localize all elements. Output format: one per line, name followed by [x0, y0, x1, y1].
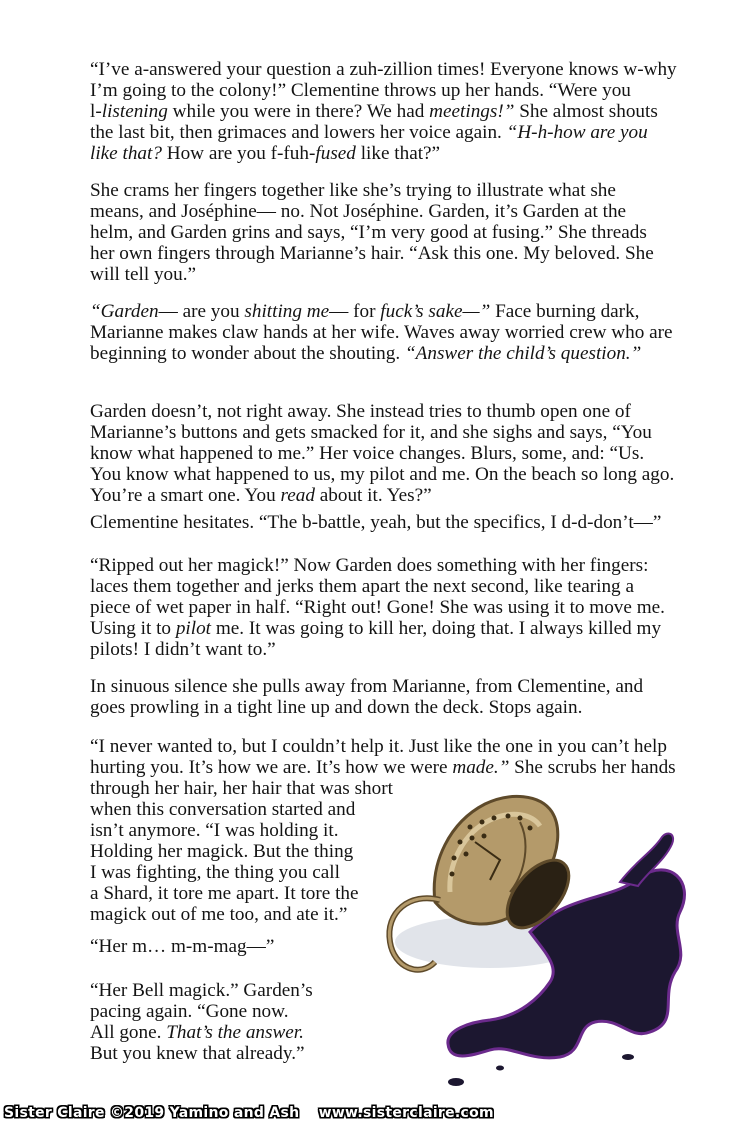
text-run: piece of wet paper in half. “Right out! Gone! She was using it to move me.: [90, 597, 665, 618]
text-run: Holding her magick. But the thing: [90, 841, 354, 862]
text-line: [90, 576, 690, 597]
text-run: pilots! I didn’t want to.”: [90, 639, 276, 660]
text-run: when this conversation started and: [90, 799, 356, 820]
text-run: hurting you. It’s how we are. It’s how we were: [90, 757, 453, 778]
text-run: She scrubs her hands: [509, 757, 676, 778]
text-line: [90, 180, 690, 201]
text-run: I’m going to the colony!” Clementine throws up her hands. “Were you: [90, 80, 631, 101]
paragraph: [90, 180, 690, 285]
italic-run: fuck’s sake—”: [380, 301, 491, 322]
text-run: pacing again. “Gone now.: [90, 1001, 289, 1022]
text-line: [90, 555, 690, 576]
text-line: [90, 322, 690, 343]
text-run: “Her m… m-m-mag—”: [90, 936, 275, 957]
text-line: [90, 736, 690, 757]
text-run: magick out of me too, and ate it.”: [90, 904, 348, 925]
paragraph: [90, 301, 690, 364]
text-line: [90, 201, 690, 222]
italic-run: “Garden: [90, 301, 159, 322]
text-run: Using it to: [90, 618, 176, 639]
italic-run: “H-h-how are you: [506, 122, 648, 143]
text-run: will tell you.”: [90, 264, 197, 285]
italic-run: “Answer the child’s question.”: [404, 343, 642, 364]
italic-run: read: [280, 485, 315, 506]
footer-url[interactable]: www.sisterclaire.com: [318, 1105, 494, 1121]
italic-run: pilot: [175, 618, 212, 639]
text-run: means, and Joséphine— no. Not Joséphine. Garden, it’s Garden at the: [90, 201, 627, 222]
text-line: [90, 676, 690, 697]
italic-run: listening: [101, 101, 168, 122]
copyright-footer: [4, 1104, 508, 1124]
text-run: Clementine hesitates. “The b-battle, yeah, but the specifics, I d-d-don’t—”: [90, 512, 662, 533]
text-line: [90, 512, 690, 533]
text-run: You’re a smart one. You: [90, 485, 281, 506]
text-run: — for: [329, 301, 381, 322]
text-line: [90, 59, 690, 80]
text-run: goes prowling in a tight line up and down the deck. Stops again.: [90, 697, 583, 718]
italic-run: meetings!”: [429, 101, 515, 122]
text-line: [90, 597, 690, 618]
text-run: a Shard, it tore me apart. It tore the: [90, 883, 359, 904]
paragraph: [90, 512, 690, 533]
text-run: about it. Yes?”: [314, 485, 432, 506]
text-line: [90, 143, 690, 164]
text-run: “I’ve a-answered your question a zuh-zillion times! Everyone knows w-why: [90, 59, 677, 80]
text-run: while you were in there? We had: [167, 101, 430, 122]
paragraph: [90, 401, 690, 506]
footer-credit: Sister Claire ©2019 Yamino and Ash: [4, 1105, 300, 1121]
text-run: “Ripped out her magick!” Now Garden does something with her fingers:: [90, 555, 649, 576]
text-run: You know what happened to us, my pilot and me. On the beach so long ago.: [90, 464, 675, 485]
text-run: In sinuous silence she pulls away from Marianne, from Clementine, and: [90, 676, 644, 697]
italic-run: shitting me: [244, 301, 330, 322]
text-run: — are you: [158, 301, 245, 322]
text-run: “Her Bell magick.” Garden’s: [90, 980, 313, 1001]
text-run: She almost shouts: [514, 101, 658, 122]
text-line: [90, 443, 690, 464]
text-line: [90, 618, 690, 639]
text-line: [90, 243, 690, 264]
text-line: [90, 697, 690, 718]
text-line: [90, 639, 690, 660]
text-run: How are you f-fuh-: [161, 143, 316, 164]
spilled-bell-illustration: [380, 782, 720, 1092]
text-run: All gone.: [90, 1022, 167, 1043]
text-run: isn’t anymore. “I was holding it.: [90, 820, 339, 841]
text-line: [90, 122, 690, 143]
text-run: helm, and Garden grins and says, “I’m very good at fusing.” She threads: [90, 222, 647, 243]
text-run: l-: [90, 101, 102, 122]
text-line: [90, 222, 690, 243]
text-line: [90, 343, 690, 364]
italic-run: fused: [315, 143, 356, 164]
text-run: her own fingers through Marianne’s hair. “Ask this one. My beloved. She: [90, 243, 654, 264]
text-run: laces them together and jerks them apart the next second, like tearing a: [90, 576, 634, 597]
italic-run: made.”: [452, 757, 510, 778]
text-line: [90, 401, 690, 422]
text-line: [90, 464, 690, 485]
text-run: through her hair, her hair that was short: [90, 778, 393, 799]
italic-run: That’s the answer.: [166, 1022, 304, 1043]
text-line: [90, 264, 690, 285]
text-run: the last bit, then grimaces and lowers her voice again.: [90, 122, 507, 143]
text-run: Marianne makes claw hands at her wife. Waves away worried crew who are: [90, 322, 673, 343]
text-run: know what happened to me.” Her voice changes. Blurs, some, and: “Us.: [90, 443, 645, 464]
text-run: Marianne’s buttons and gets smacked for it, and she sighs and says, “You: [90, 422, 652, 443]
text-line: [90, 301, 690, 322]
text-line: [90, 101, 690, 122]
text-run: like that?”: [355, 143, 441, 164]
text-run: “I never wanted to, but I couldn’t help it. Just like the one in you can’t help: [90, 736, 667, 757]
text-line: [90, 80, 690, 101]
text-line: [90, 757, 690, 778]
text-run: Garden doesn’t, not right away. She instead tries to thumb open one of: [90, 401, 631, 422]
italic-run: like that?: [90, 143, 162, 164]
text-line: [90, 422, 690, 443]
text-run: Face burning dark,: [490, 301, 640, 322]
paragraph: [90, 555, 690, 660]
text-run: me. It was going to kill her, doing that. I always killed my: [211, 618, 662, 639]
paragraph: [90, 676, 690, 718]
text-run: I was fighting, the thing you call: [90, 862, 340, 883]
text-run: beginning to wonder about the shouting.: [90, 343, 405, 364]
text-line: [90, 485, 690, 506]
text-run: She crams her fingers together like she’s trying to illustrate what she: [90, 180, 616, 201]
text-run: But you knew that already.”: [90, 1043, 305, 1064]
paragraph: [90, 59, 690, 164]
